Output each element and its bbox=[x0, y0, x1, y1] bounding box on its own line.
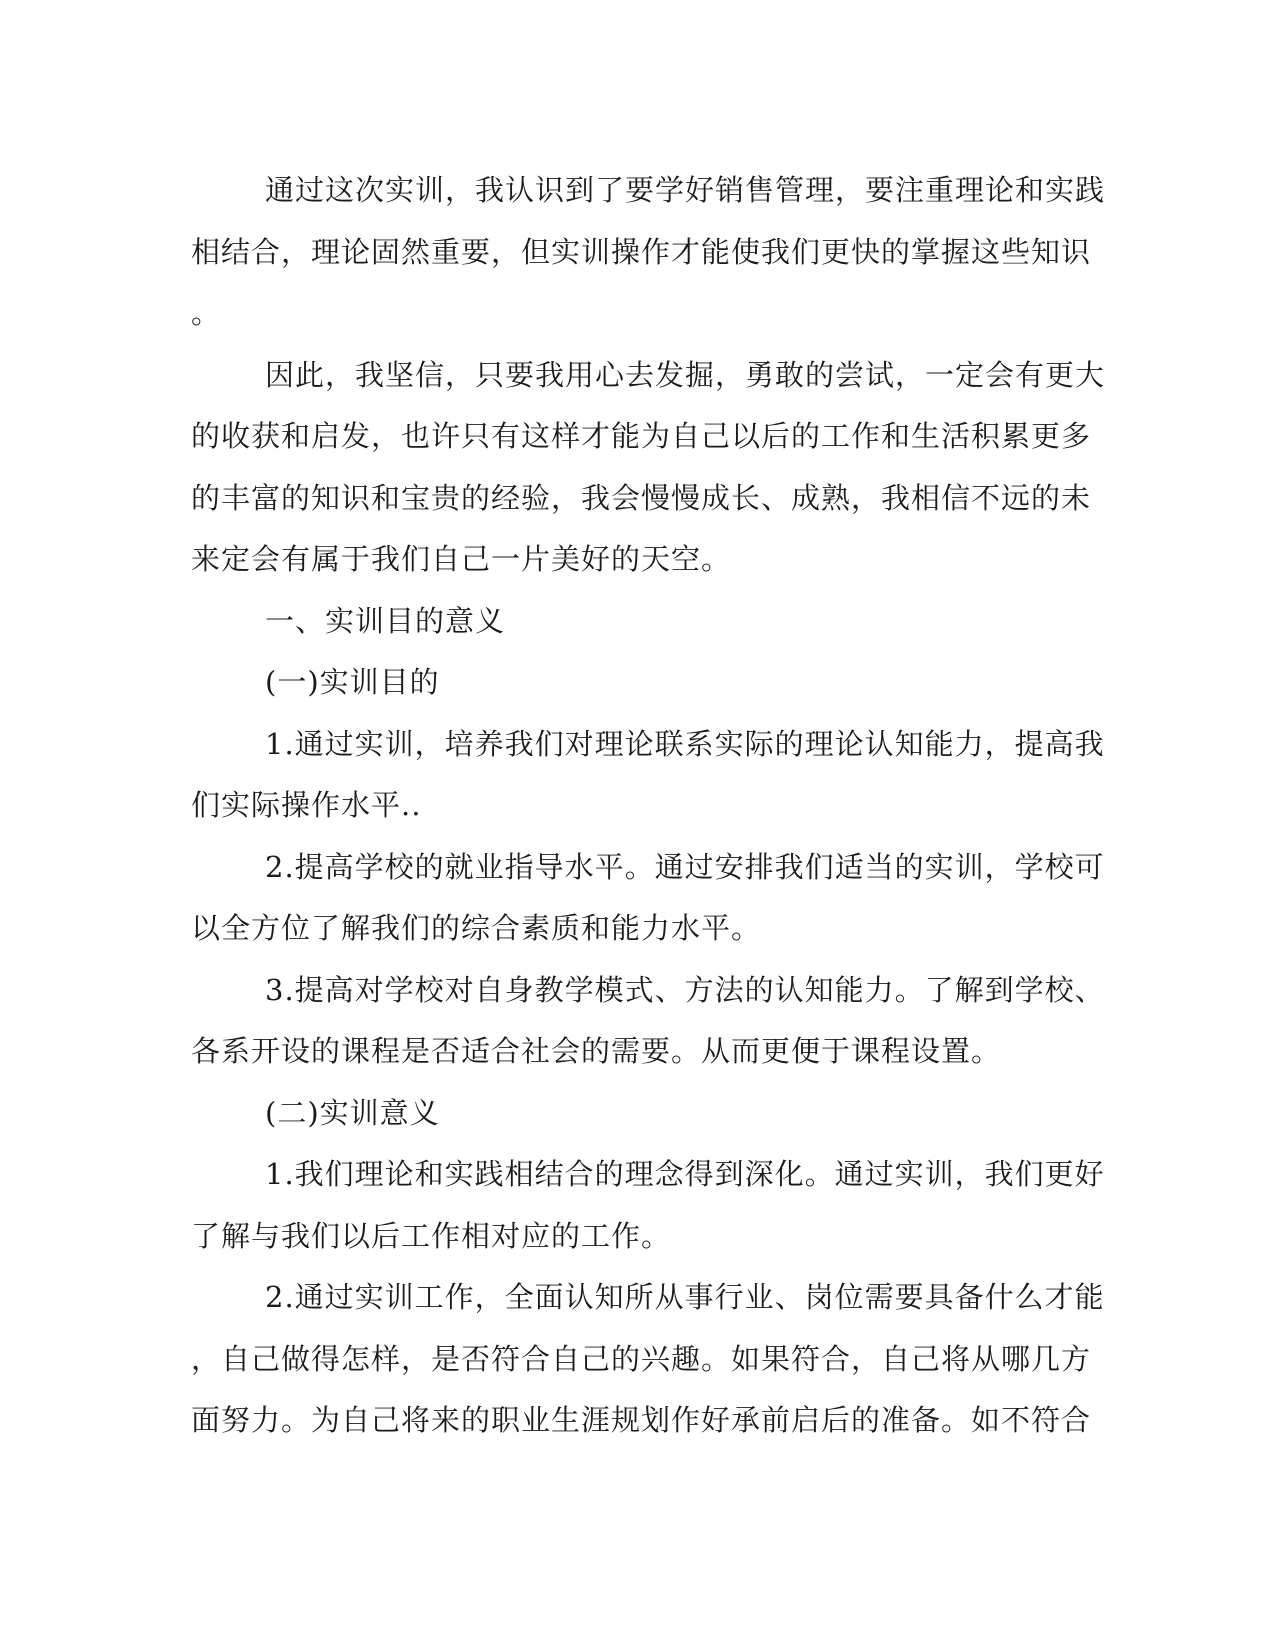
text-line: 1.通过实训，培养我们对理论联系实际的理论认知能力，提高我 bbox=[265, 726, 1105, 761]
text-line: 了解与我们以后工作相对应的工作。 bbox=[191, 1218, 672, 1253]
text-line: 面努力。为自己将来的职业生涯规划作好承前启后的准备。如不符合 bbox=[191, 1403, 1092, 1437]
text-line: 。 bbox=[191, 296, 222, 330]
text-line: 通过这次实训，我认识到了要学好销售管理，要注重理论和实践 bbox=[265, 173, 1106, 207]
subsection-heading: (一)实训目的 bbox=[265, 665, 440, 699]
text-line: 来定会有属于我们自己一片美好的天空。 bbox=[191, 542, 732, 576]
text-line: ，自己做得怎样，是否符合自己的兴趣。如果符合，自己将从哪几方 bbox=[191, 1341, 1092, 1376]
text-line: 2.通过实训工作，全面认知所从事行业、岗位需要具备什么才能 bbox=[265, 1280, 1105, 1314]
text-line: 各系开设的课程是否适合社会的需要。从而更便于课程设置。 bbox=[191, 1034, 1002, 1068]
section-heading: 一、实训目的意义 bbox=[265, 603, 506, 638]
text-line: 相结合，理论固然重要，但实训操作才能使我们更快的掌握这些知识 bbox=[191, 234, 1092, 269]
body-text bbox=[191, 160, 1106, 1452]
text-line: 因此，我坚信，只要我用心去发掘，勇敢的尝试，一定会有更大 bbox=[265, 357, 1106, 392]
text-line: 3.提高对学校对自身教学模式、方法的认知能力。了解到学校、 bbox=[265, 972, 1105, 1007]
subsection-heading: (二)实训意义 bbox=[265, 1095, 440, 1130]
text-line: 1.我们理论和实践相结合的理念得到深化。通过实训，我们更好 bbox=[265, 1157, 1105, 1191]
text-line: 的丰富的知识和宝贵的经验，我会慢慢成长、成熟，我相信不远的未 bbox=[191, 480, 1092, 515]
text-line: 以全方位了解我们的综合素质和能力水平。 bbox=[191, 911, 762, 945]
text-line: 们实际操作水平.. bbox=[191, 788, 422, 822]
text-line: 的收获和启发，也许只有这样才能为自己以后的工作和生活积累更多 bbox=[191, 419, 1092, 453]
text-line: 2.提高学校的就业指导水平。通过安排我们适当的实训，学校可 bbox=[265, 849, 1105, 884]
